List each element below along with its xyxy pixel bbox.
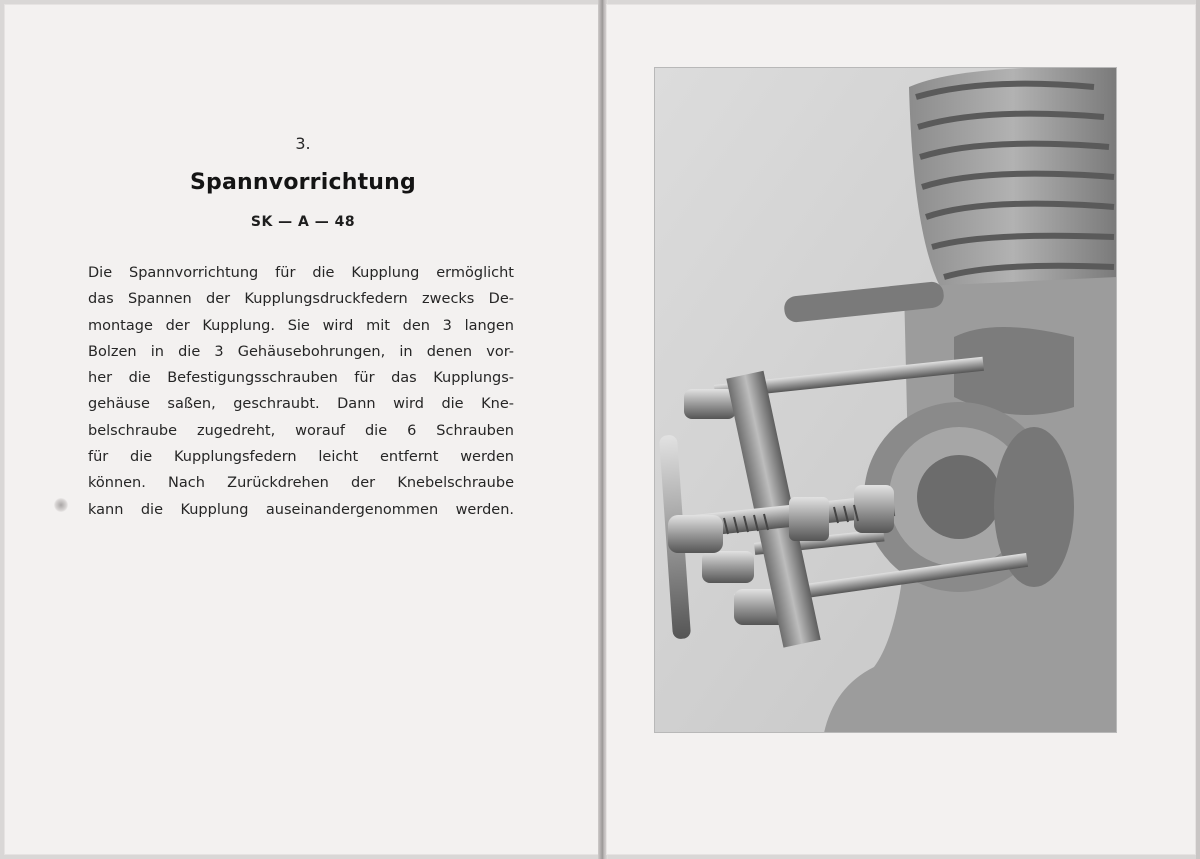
body-line: für die Kupplungsfedern leicht entfernt werden bbox=[88, 449, 514, 466]
body-line: montage der Kupplung. Sie wird mit den 3 langen bbox=[88, 317, 514, 334]
body-line: kann die Kupplung auseinandergenommen werden. bbox=[88, 501, 514, 518]
body-paragraph bbox=[88, 260, 514, 523]
body-line: gehäuse saßen, geschraubt. Dann wird die Kne- bbox=[88, 396, 514, 413]
page-edge bbox=[1196, 0, 1200, 859]
paper-smudge bbox=[54, 498, 68, 512]
body-line: Bolzen in die 3 Gehäusebohrungen, in denen vor- bbox=[88, 343, 514, 360]
body-line: belschraube zugedreht, worauf die 6 Schrauben bbox=[88, 422, 514, 439]
tool-code: SK — A — 48 bbox=[250, 214, 356, 230]
section-title: Spannvorrichtung bbox=[190, 170, 416, 195]
left-page bbox=[4, 4, 602, 855]
section-number: 3. bbox=[295, 134, 311, 153]
body-line: her die Befestigungsschrauben für das Kupplungs- bbox=[88, 370, 514, 387]
body-line: Die Spannvorrichtung für die Kupplung ermöglicht bbox=[88, 265, 514, 281]
body-line: das Spannen der Kupplungsdruckfedern zwecks De- bbox=[88, 291, 514, 308]
cylinder-fins bbox=[909, 67, 1117, 307]
body-line: können. Nach Zurückdrehen der Knebelschraube bbox=[88, 475, 514, 492]
clutch-spring-compressor-photo bbox=[654, 67, 1117, 733]
